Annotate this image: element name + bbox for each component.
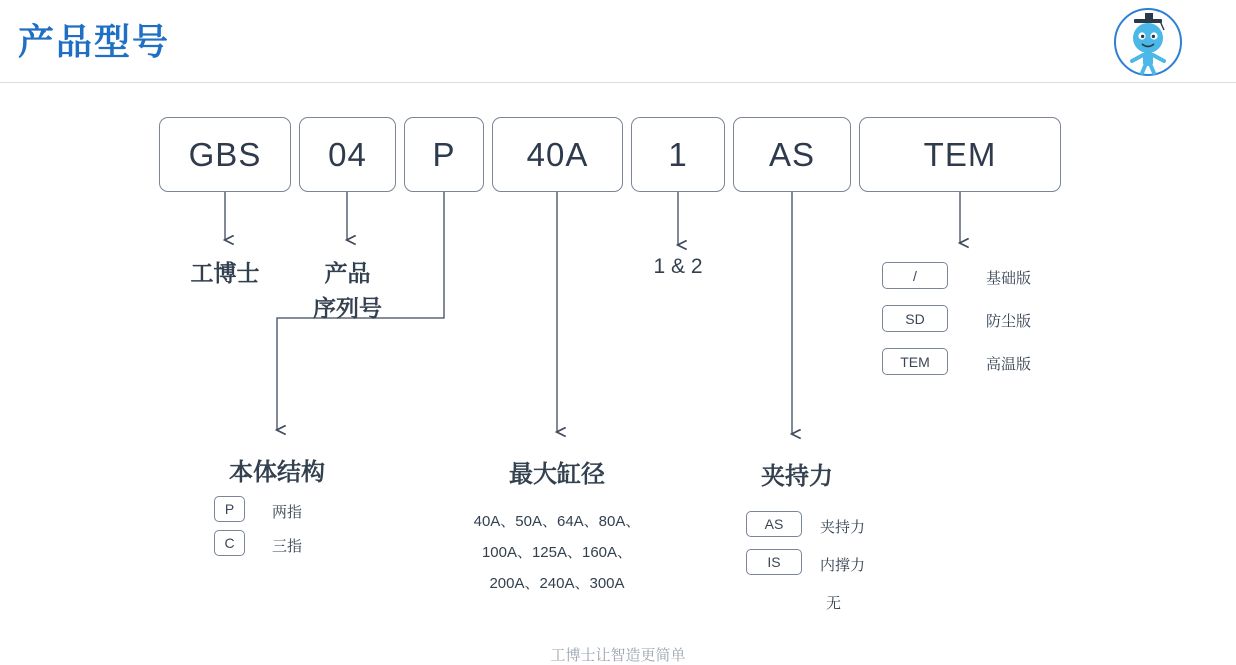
group-title-structure: 本体结构 [229,459,325,486]
version-code-basic[interactable]: / [882,262,948,289]
logo-mascot-icon [1114,8,1188,76]
version-code-tem[interactable]: TEM [882,348,948,375]
model-box-version[interactable]: TEM [859,117,1061,192]
version-code-sd[interactable]: SD [882,305,948,332]
brand-logo [1114,8,1188,76]
force-code-is[interactable]: IS [746,549,802,575]
structure-code-c[interactable]: C [214,530,245,556]
callout-brand: 工博士 [190,260,260,286]
version-label-tem: 高温版 [986,356,1032,373]
bore-options-line-3: 200A、240A、300A [489,575,625,592]
force-label-as: 夹持力 [820,519,866,536]
force-code-as[interactable]: AS [746,511,802,537]
version-label-sd: 防尘版 [986,313,1032,330]
page-footer: 工博士让智造更简单 [550,647,686,664]
group-title-bore: 最大缸径 [509,461,605,488]
model-box-structure[interactable]: P [404,117,484,192]
structure-label-p: 两指 [272,504,303,521]
force-label-none: 无 [826,595,842,612]
group-title-force: 夹持力 [761,463,833,490]
header-divider [0,82,1236,83]
model-box-bore[interactable]: 40A [492,117,623,192]
callout-finger: 1 & 2 [653,255,703,278]
model-box-finger[interactable]: 1 [631,117,725,192]
model-box-series[interactable]: 04 [299,117,396,192]
version-label-basic: 基础版 [986,270,1032,287]
force-label-is: 内撑力 [820,557,866,574]
page-title: 产品型号 [18,21,171,62]
model-box-brand[interactable]: GBS [159,117,291,192]
callout-series-line2: 序列号 [313,295,382,321]
structure-label-c: 三指 [272,538,303,555]
structure-code-p[interactable]: P [214,496,245,522]
bore-options-line-2: 100A、125A、160A、 [481,544,633,561]
model-box-force[interactable]: AS [733,117,851,192]
callout-series-line1: 产品 [324,260,371,286]
bore-options-line-1: 40A、50A、64A、80A、 [473,513,641,530]
